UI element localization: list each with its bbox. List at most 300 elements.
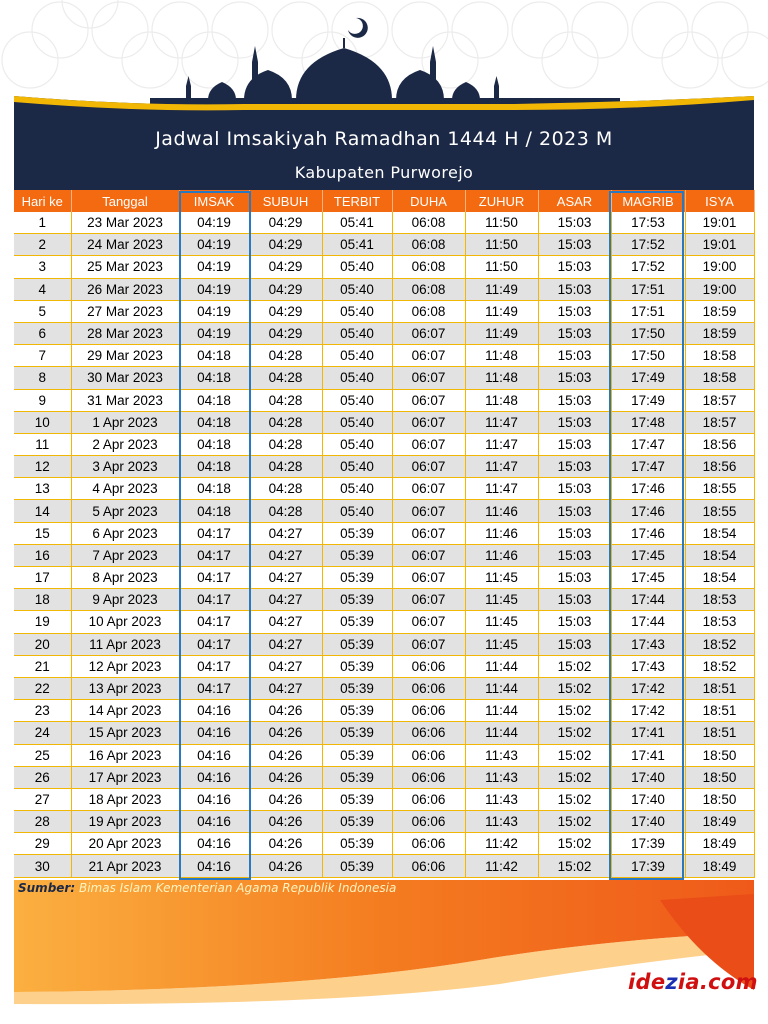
table-cell: 15:02	[538, 855, 611, 877]
table-cell: 05:39	[322, 677, 392, 699]
table-cell: 17:40	[611, 766, 685, 788]
table-cell: 06:07	[392, 322, 465, 344]
table-row	[14, 544, 754, 566]
table-cell: 18:55	[685, 478, 754, 500]
column-header: SUBUH	[249, 190, 322, 212]
table-cell: 04:28	[249, 345, 322, 367]
table-row	[14, 567, 754, 589]
table-cell: 17:47	[611, 456, 685, 478]
table-cell: 04:18	[179, 389, 249, 411]
table-cell: 5	[14, 300, 71, 322]
table-cell: 11:48	[465, 389, 538, 411]
table-cell: 19:01	[685, 234, 754, 256]
table-cell: 25	[14, 744, 71, 766]
table-cell: 11:47	[465, 433, 538, 455]
column-header: ZUHUR	[465, 190, 538, 212]
table-cell: 05:39	[322, 611, 392, 633]
table-header-row	[14, 190, 754, 212]
source-label: Sumber:	[18, 881, 76, 895]
table-cell: 04:16	[179, 744, 249, 766]
table-cell: 31 Mar 2023	[71, 389, 179, 411]
table-cell: 26	[14, 766, 71, 788]
table-cell: 06:08	[392, 212, 465, 234]
table-row	[14, 611, 754, 633]
table-cell: 04:27	[249, 655, 322, 677]
table-cell: 15:03	[538, 322, 611, 344]
table-cell: 15:03	[538, 212, 611, 234]
table-cell: 06:06	[392, 788, 465, 810]
table-cell: 05:40	[322, 500, 392, 522]
table-cell: 20	[14, 633, 71, 655]
table-cell: 05:39	[322, 544, 392, 566]
table-cell: 05:40	[322, 300, 392, 322]
source-text: Bimas Islam Kementerian Agama Republik Indonesia	[78, 881, 397, 895]
table-row	[14, 833, 754, 855]
table-cell: 19	[14, 611, 71, 633]
table-cell: 05:39	[322, 522, 392, 544]
table-cell: 04:18	[179, 367, 249, 389]
table-cell: 17:40	[611, 811, 685, 833]
table-cell: 18:53	[685, 611, 754, 633]
table-row	[14, 589, 754, 611]
table-cell: 06:07	[392, 567, 465, 589]
table-cell: 27 Mar 2023	[71, 300, 179, 322]
table-cell: 18:50	[685, 744, 754, 766]
table-cell: 17:40	[611, 788, 685, 810]
table-cell: 11:42	[465, 855, 538, 877]
table-cell: 04:26	[249, 744, 322, 766]
table-cell: 04:26	[249, 855, 322, 877]
table-cell: 7 Apr 2023	[71, 544, 179, 566]
table-cell: 04:16	[179, 788, 249, 810]
table-cell: 2	[14, 234, 71, 256]
table-cell: 15:02	[538, 655, 611, 677]
table-cell: 18:50	[685, 788, 754, 810]
table-cell: 04:19	[179, 212, 249, 234]
table-cell: 04:18	[179, 456, 249, 478]
table-cell: 29	[14, 833, 71, 855]
table-cell: 04:17	[179, 567, 249, 589]
source-credit	[18, 881, 396, 895]
table-cell: 05:40	[322, 433, 392, 455]
table-cell: 10	[14, 411, 71, 433]
table-cell: 18	[14, 589, 71, 611]
table-cell: 05:40	[322, 411, 392, 433]
table-cell: 04:18	[179, 411, 249, 433]
table-row	[14, 744, 754, 766]
table-cell: 06:06	[392, 677, 465, 699]
table-cell: 05:39	[322, 700, 392, 722]
table-cell: 15 Apr 2023	[71, 722, 179, 744]
table-cell: 06:08	[392, 278, 465, 300]
table-row	[14, 478, 754, 500]
table-cell: 19:00	[685, 278, 754, 300]
table-cell: 18:53	[685, 589, 754, 611]
table-cell: 04:17	[179, 633, 249, 655]
table-cell: 7	[14, 345, 71, 367]
table-row	[14, 788, 754, 810]
page-subtitle: Kabupaten Purworejo	[294, 163, 474, 182]
table-cell: 11:44	[465, 700, 538, 722]
table-cell: 24 Mar 2023	[71, 234, 179, 256]
table-cell: 04:26	[249, 766, 322, 788]
table-cell: 04:28	[249, 411, 322, 433]
table-cell: 15:03	[538, 234, 611, 256]
crescent-moon-icon	[348, 18, 368, 38]
table-cell: 15:03	[538, 278, 611, 300]
table-cell: 16 Apr 2023	[71, 744, 179, 766]
table-cell: 18 Apr 2023	[71, 788, 179, 810]
table-cell: 17	[14, 567, 71, 589]
table-cell: 04:26	[249, 833, 322, 855]
table-cell: 15:03	[538, 256, 611, 278]
table-cell: 05:39	[322, 855, 392, 877]
table-cell: 15:03	[538, 522, 611, 544]
table-cell: 15:02	[538, 744, 611, 766]
table-cell: 21 Apr 2023	[71, 855, 179, 877]
column-header: Hari ke	[14, 190, 71, 212]
table-cell: 17:51	[611, 300, 685, 322]
table-cell: 17:46	[611, 522, 685, 544]
table-cell: 11:43	[465, 811, 538, 833]
table-cell: 18:58	[685, 367, 754, 389]
table-cell: 06:08	[392, 300, 465, 322]
table-cell: 11:43	[465, 744, 538, 766]
table-cell: 06:06	[392, 655, 465, 677]
table-cell: 17:41	[611, 744, 685, 766]
table-cell: 15:02	[538, 722, 611, 744]
table-cell: 06:07	[392, 522, 465, 544]
table-cell: 04:27	[249, 522, 322, 544]
table-cell: 11:49	[465, 278, 538, 300]
table-cell: 17:44	[611, 589, 685, 611]
table-row	[14, 389, 754, 411]
table-cell: 18:49	[685, 811, 754, 833]
table-cell: 11:50	[465, 234, 538, 256]
table-cell: 04:28	[249, 456, 322, 478]
table-cell: 06:07	[392, 478, 465, 500]
table-cell: 06:06	[392, 722, 465, 744]
table-cell: 06:06	[392, 833, 465, 855]
table-cell: 04:28	[249, 500, 322, 522]
table-cell: 15:03	[538, 411, 611, 433]
table-cell: 05:39	[322, 633, 392, 655]
table-cell: 11:45	[465, 589, 538, 611]
table-cell: 2 Apr 2023	[71, 433, 179, 455]
table-cell: 11:50	[465, 256, 538, 278]
table-cell: 05:40	[322, 456, 392, 478]
table-cell: 06:07	[392, 411, 465, 433]
table-cell: 06:06	[392, 811, 465, 833]
table-cell: 04:16	[179, 700, 249, 722]
table-cell: 04:29	[249, 322, 322, 344]
table-cell: 17:43	[611, 633, 685, 655]
table-body	[14, 212, 754, 877]
table-row	[14, 345, 754, 367]
table-cell: 10 Apr 2023	[71, 611, 179, 633]
table-cell: 30	[14, 855, 71, 877]
table-cell: 28 Mar 2023	[71, 322, 179, 344]
table-cell: 20 Apr 2023	[71, 833, 179, 855]
table-cell: 17:45	[611, 544, 685, 566]
table-cell: 06:07	[392, 633, 465, 655]
table-cell: 11:44	[465, 655, 538, 677]
table-row	[14, 655, 754, 677]
table-cell: 11:42	[465, 833, 538, 855]
table-cell: 23 Mar 2023	[71, 212, 179, 234]
table-cell: 12	[14, 456, 71, 478]
table-cell: 05:39	[322, 744, 392, 766]
table-cell: 11:47	[465, 478, 538, 500]
table-cell: 17:39	[611, 833, 685, 855]
table-row	[14, 234, 754, 256]
table-cell: 19:00	[685, 256, 754, 278]
table-cell: 11:47	[465, 411, 538, 433]
column-header: ISYA	[685, 190, 754, 212]
table-cell: 04:16	[179, 855, 249, 877]
table-cell: 06:08	[392, 256, 465, 278]
table-cell: 15:03	[538, 389, 611, 411]
table-cell: 06:07	[392, 500, 465, 522]
table-cell: 18:59	[685, 322, 754, 344]
table-row	[14, 212, 754, 234]
table-cell: 27	[14, 788, 71, 810]
table-cell: 04:28	[249, 367, 322, 389]
table-cell: 15:03	[538, 300, 611, 322]
table-cell: 29 Mar 2023	[71, 345, 179, 367]
table-cell: 18:55	[685, 500, 754, 522]
table-cell: 15:03	[538, 367, 611, 389]
table-cell: 11:46	[465, 522, 538, 544]
table-cell: 4	[14, 278, 71, 300]
table-cell: 04:28	[249, 389, 322, 411]
table-cell: 04:29	[249, 234, 322, 256]
table-cell: 04:29	[249, 256, 322, 278]
table-cell: 04:18	[179, 433, 249, 455]
column-header: TERBIT	[322, 190, 392, 212]
table-cell: 04:16	[179, 811, 249, 833]
table-cell: 18:52	[685, 633, 754, 655]
table-cell: 17:46	[611, 500, 685, 522]
table-cell: 04:26	[249, 700, 322, 722]
table-cell: 18:49	[685, 855, 754, 877]
table-cell: 17:43	[611, 655, 685, 677]
table-cell: 18:59	[685, 300, 754, 322]
table-cell: 11:46	[465, 544, 538, 566]
table-row	[14, 766, 754, 788]
table-cell: 17:42	[611, 700, 685, 722]
table-cell: 05:40	[322, 478, 392, 500]
table-cell: 05:39	[322, 589, 392, 611]
table-cell: 11:44	[465, 677, 538, 699]
table-cell: 30 Mar 2023	[71, 367, 179, 389]
table-cell: 05:39	[322, 833, 392, 855]
table-cell: 22	[14, 677, 71, 699]
table-cell: 17:46	[611, 478, 685, 500]
table-cell: 11:47	[465, 456, 538, 478]
table-cell: 6 Apr 2023	[71, 522, 179, 544]
table-cell: 04:18	[179, 345, 249, 367]
table-cell: 04:17	[179, 655, 249, 677]
table-cell: 04:27	[249, 611, 322, 633]
table-cell: 17:48	[611, 411, 685, 433]
table-cell: 11:45	[465, 611, 538, 633]
table-cell: 05:41	[322, 234, 392, 256]
brand-part-2: z	[665, 970, 678, 994]
table-cell: 17:53	[611, 212, 685, 234]
table-cell: 04:17	[179, 522, 249, 544]
table-cell: 15:02	[538, 811, 611, 833]
table-cell: 18:49	[685, 833, 754, 855]
table-cell: 15:03	[538, 345, 611, 367]
table-cell: 13 Apr 2023	[71, 677, 179, 699]
column-header: ASAR	[538, 190, 611, 212]
brand-logo	[628, 970, 758, 994]
table-cell: 04:17	[179, 589, 249, 611]
table-cell: 18:50	[685, 766, 754, 788]
table-cell: 18:57	[685, 389, 754, 411]
table-cell: 12 Apr 2023	[71, 655, 179, 677]
table-cell: 26 Mar 2023	[71, 278, 179, 300]
table-cell: 04:19	[179, 322, 249, 344]
table-cell: 04:27	[249, 544, 322, 566]
table-cell: 11:49	[465, 322, 538, 344]
table-cell: 8 Apr 2023	[71, 567, 179, 589]
schedule-table	[14, 190, 755, 878]
table-cell: 24	[14, 722, 71, 744]
table-cell: 18:58	[685, 345, 754, 367]
table-cell: 06:07	[392, 367, 465, 389]
table-cell: 18:51	[685, 677, 754, 699]
table-cell: 19 Apr 2023	[71, 811, 179, 833]
table-cell: 17:39	[611, 855, 685, 877]
table-cell: 11:48	[465, 345, 538, 367]
table-row	[14, 677, 754, 699]
table-cell: 06:06	[392, 766, 465, 788]
table-cell: 04:16	[179, 766, 249, 788]
table-cell: 05:41	[322, 212, 392, 234]
table-cell: 15:03	[538, 567, 611, 589]
table-cell: 04:17	[179, 611, 249, 633]
table-cell: 1 Apr 2023	[71, 411, 179, 433]
table-cell: 15:03	[538, 456, 611, 478]
table-cell: 17:51	[611, 278, 685, 300]
table-cell: 05:40	[322, 322, 392, 344]
table-cell: 05:40	[322, 389, 392, 411]
table-row	[14, 278, 754, 300]
table-cell: 4 Apr 2023	[71, 478, 179, 500]
table-cell: 11	[14, 433, 71, 455]
table-cell: 04:27	[249, 633, 322, 655]
table-cell: 05:39	[322, 788, 392, 810]
table-cell: 17:52	[611, 256, 685, 278]
table-cell: 15:02	[538, 700, 611, 722]
table-cell: 05:39	[322, 811, 392, 833]
table-cell: 04:27	[249, 589, 322, 611]
table-cell: 17:50	[611, 322, 685, 344]
table-cell: 06:07	[392, 456, 465, 478]
table-cell: 06:06	[392, 855, 465, 877]
table-row	[14, 633, 754, 655]
table-cell: 04:16	[179, 833, 249, 855]
table-cell: 15:03	[538, 633, 611, 655]
table-cell: 17:50	[611, 345, 685, 367]
table-cell: 04:19	[179, 300, 249, 322]
table-cell: 11:49	[465, 300, 538, 322]
table-row	[14, 367, 754, 389]
table-cell: 28	[14, 811, 71, 833]
column-header: MAGRIB	[611, 190, 685, 212]
table-cell: 15:03	[538, 500, 611, 522]
table-cell: 06:07	[392, 611, 465, 633]
table-cell: 06:07	[392, 589, 465, 611]
table-cell: 6	[14, 322, 71, 344]
table-cell: 05:40	[322, 367, 392, 389]
table-cell: 9	[14, 389, 71, 411]
table-cell: 8	[14, 367, 71, 389]
table-cell: 21	[14, 655, 71, 677]
table-cell: 18:56	[685, 456, 754, 478]
table-cell: 18:52	[685, 655, 754, 677]
table-cell: 15:03	[538, 589, 611, 611]
table-row	[14, 300, 754, 322]
table-cell: 1	[14, 212, 71, 234]
table-cell: 15	[14, 522, 71, 544]
table-row	[14, 500, 754, 522]
table-cell: 04:18	[179, 478, 249, 500]
table-cell: 11:46	[465, 500, 538, 522]
table-cell: 14 Apr 2023	[71, 700, 179, 722]
table-cell: 17:47	[611, 433, 685, 455]
brand-part-3: ia.com	[677, 970, 758, 994]
table-cell: 05:39	[322, 766, 392, 788]
table-cell: 17:49	[611, 389, 685, 411]
table-cell: 11:44	[465, 722, 538, 744]
table-row	[14, 522, 754, 544]
table-cell: 15:02	[538, 677, 611, 699]
table-cell: 18:51	[685, 700, 754, 722]
table-cell: 04:26	[249, 811, 322, 833]
table-row	[14, 433, 754, 455]
table-cell: 15:03	[538, 611, 611, 633]
table-cell: 13	[14, 478, 71, 500]
table-cell: 04:28	[249, 433, 322, 455]
table-cell: 04:29	[249, 212, 322, 234]
table-cell: 06:06	[392, 744, 465, 766]
table-cell: 15:02	[538, 788, 611, 810]
table-cell: 04:29	[249, 278, 322, 300]
column-header: IMSAK	[179, 190, 249, 212]
table-cell: 11:43	[465, 788, 538, 810]
table-cell: 06:06	[392, 700, 465, 722]
table-cell: 06:07	[392, 433, 465, 455]
table-cell: 18:54	[685, 522, 754, 544]
table-cell: 18:54	[685, 544, 754, 566]
table-cell: 17:49	[611, 367, 685, 389]
table-cell: 04:27	[249, 677, 322, 699]
table-row	[14, 322, 754, 344]
table-cell: 05:40	[322, 256, 392, 278]
table-cell: 06:08	[392, 234, 465, 256]
table-row	[14, 722, 754, 744]
footer-band	[0, 880, 768, 1024]
table-cell: 11:43	[465, 766, 538, 788]
table-cell: 05:39	[322, 655, 392, 677]
table-cell: 06:07	[392, 389, 465, 411]
table-cell: 19:01	[685, 212, 754, 234]
table-cell: 04:18	[179, 500, 249, 522]
table-cell: 04:26	[249, 788, 322, 810]
